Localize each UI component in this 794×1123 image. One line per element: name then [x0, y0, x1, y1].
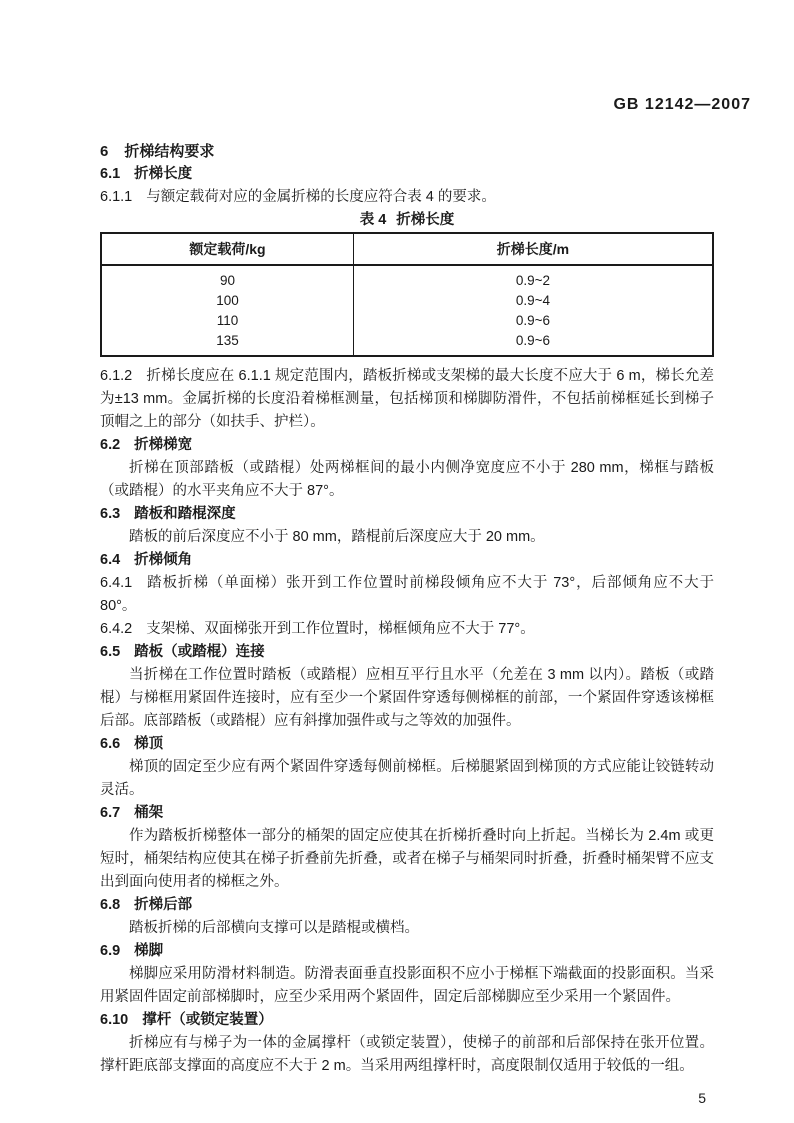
clause-number: 6.2: [100, 437, 121, 453]
section-heading-6-8: [100, 894, 714, 917]
table-cell: 0.9~2: [515, 273, 551, 288]
text-run: 支架梯、双面梯张开到工作位置时，梯框倾角应不大于 77°。: [146, 621, 535, 637]
document-content: [100, 140, 714, 1110]
section-heading-6-5: [100, 641, 714, 664]
section-heading-6-2: [100, 434, 714, 457]
table-cell: 0.9~6: [515, 313, 551, 328]
clause-number: 6.5: [100, 644, 121, 660]
table-cell: 90: [101, 265, 353, 291]
text-run: 折梯长度: [396, 212, 455, 228]
text-run: 踏板折梯（单面梯）张开到工作位置时前梯段倾角应不大于 73°，后部倾角应不大于 80°。: [100, 575, 714, 614]
table-body: [101, 265, 713, 356]
text-run: 折梯应有与梯子为一体的金属撑杆（或锁定装置），使梯子的前部和后部保持在张开位置。撑杆距底部支撑面的高度应不大于 2 m。当采用两组撑杆时，高度限制仅适用于较低的一组。: [100, 1035, 714, 1074]
page-number: 5: [698, 1090, 706, 1106]
clause-paragraph-6-4-1: [100, 572, 714, 618]
section-heading-6-4: [100, 549, 714, 572]
clause-number: 6.4.1: [100, 575, 133, 591]
clause-paragraph-6-1-1: [100, 186, 714, 209]
text-run: 踏板的前后深度应不小于 80 mm，踏棍前后深度应大于 20 mm。: [129, 529, 545, 545]
clause-number: 表 4: [359, 212, 387, 228]
clause-number: 6.6: [100, 736, 121, 752]
paragraph: [100, 917, 714, 940]
clause-number: 6.10: [100, 1012, 129, 1028]
paragraph: [100, 457, 714, 503]
table-cell: 0.9~6: [515, 333, 551, 348]
paragraph: [100, 664, 714, 733]
text-run: 踏板和踏棍深度: [134, 506, 236, 522]
clause-number: 6.3: [100, 506, 121, 522]
clause-number: 6.1: [100, 166, 121, 182]
section-heading-6-3: [100, 503, 714, 526]
paragraph: [100, 963, 714, 1009]
table-row: [101, 265, 713, 291]
table-cell: 110: [101, 311, 353, 331]
text-run: 折梯后部: [134, 897, 193, 913]
text-run: 折梯长度: [134, 166, 193, 182]
text-run: 梯脚: [134, 943, 164, 959]
table-title-4: [100, 209, 714, 232]
text-run: 当折梯在工作位置时踏板（或踏棍）应相互平行且水平（允差在 3 mm 以内）。踏板（或踏棍）与梯框用紧固件连接时，应有至少一个紧固件穿透每侧梯框的前部，一个紧固件穿透该梯框后部。底部踏板（或踏棍）应有斜撑加强件或与之等效的加强件。: [100, 667, 714, 729]
table-header-group: [101, 233, 713, 265]
clause-number: 6.8: [100, 897, 121, 913]
clause-paragraph-6-1-2: [100, 365, 714, 434]
table-cell: 100: [101, 291, 353, 311]
column-header: 折梯长度/m: [353, 233, 713, 265]
text-run: 梯脚应采用防滑材料制造。防滑表面垂直投影面积不应小于梯框下端截面的投影面积。当采用紧固件固定前部梯脚时，应至少采用两个紧固件，固定后部梯脚应至少采用一个紧固件。: [100, 966, 714, 1005]
paragraph: [100, 825, 714, 894]
standard-number: GB 12142—2007: [613, 96, 751, 113]
clause-number: 6.7: [100, 805, 121, 821]
section-heading-6-1: [100, 163, 714, 186]
clause-number: 6.4: [100, 552, 121, 568]
paragraph: [100, 526, 714, 549]
table-row: [101, 291, 713, 311]
text-run: 桶架: [134, 805, 164, 821]
column-header: 额定载荷/kg: [101, 233, 353, 265]
text-run: 折梯结构要求: [124, 143, 215, 160]
table-header-row: [101, 233, 713, 265]
text-run: 撑杆（或锁定装置）: [142, 1012, 273, 1028]
section-heading-6-6: [100, 733, 714, 756]
clause-number: 6.1.2: [100, 368, 133, 384]
clause-number: 6.4.2: [100, 621, 133, 637]
table-4-ladder-length: [100, 232, 714, 357]
text-run: 踏板（或踏棍）连接: [134, 644, 265, 660]
text-run: 踏板折梯的后部横向支撑可以是踏棍或横档。: [129, 920, 419, 936]
text-run: 梯顶的固定至少应有两个紧固件穿透每侧前梯框。后梯腿紧固到梯顶的方式应能让铰链转动灵活。: [100, 759, 714, 798]
section-heading-6-10: [100, 1009, 714, 1032]
clause-number: 6.1.1: [100, 189, 133, 205]
table-row: [101, 331, 713, 356]
section-heading-6-9: [100, 940, 714, 963]
text-run: 梯顶: [134, 736, 164, 752]
clause-number: 6: [100, 143, 109, 160]
text-run: 折梯倾角: [134, 552, 193, 568]
paragraph: [100, 1032, 714, 1078]
text-run: 作为踏板折梯整体一部分的桶架的固定应使其在折梯折叠时向上折起。当梯长为 2.4m 或更短时，桶架结构应使其在梯子折叠前先折叠，或者在梯子与桶架同时折叠，折叠时桶架臂不应支出到面向使用者的梯框之外。: [100, 828, 714, 890]
text-run: 与额定载荷对应的金属折梯的长度应符合表 4 的要求。: [146, 189, 496, 205]
section-heading-6-7: [100, 802, 714, 825]
section-heading-6: [100, 140, 714, 163]
text-run: 折梯长度应在 6.1.1 规定范围内，踏板折梯或支架梯的最大长度不应大于 6 m，梯长允差为±13 mm。金属折梯的长度沿着梯框测量，包括梯顶和梯脚防滑件，不包括前梯框延长到梯子顶帽之上的部分（如扶手、护栏）。: [100, 368, 714, 430]
table-cell: 0.9~4: [515, 293, 551, 308]
table-row: [101, 311, 713, 331]
clause-paragraph-6-4-2: [100, 618, 714, 641]
paragraph: [100, 756, 714, 802]
clause-number: 6.9: [100, 943, 121, 959]
table-cell: 135: [101, 331, 353, 356]
text-run: 折梯在顶部踏板（或踏棍）处两梯框间的最小内侧净宽度应不小于 280 mm，梯框与踏板（或踏棍）的水平夹角应不大于 87°。: [100, 460, 714, 499]
text-run: 折梯梯宽: [134, 437, 193, 453]
